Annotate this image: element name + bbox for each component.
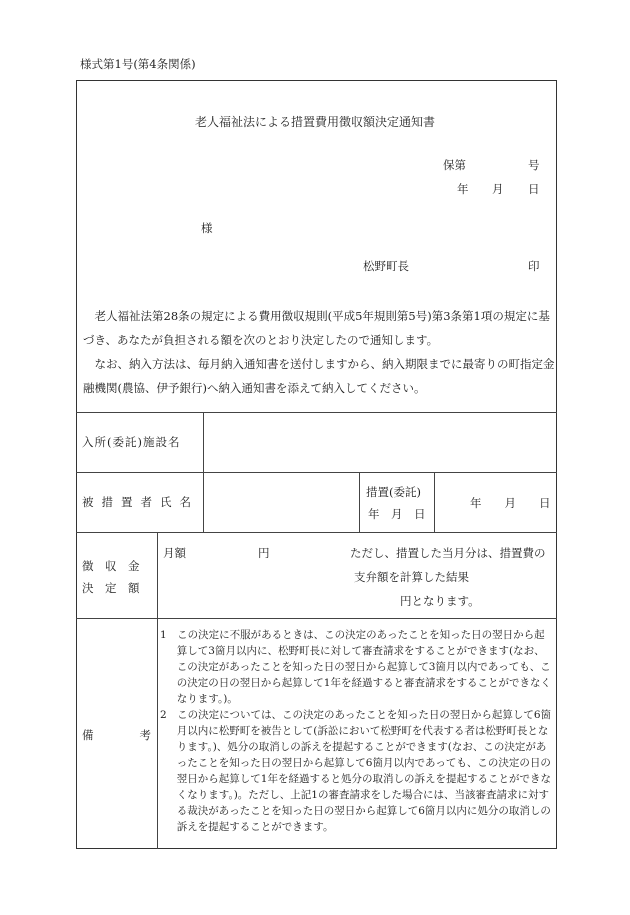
divider-amount: [76, 618, 557, 619]
amount-label-2: 決 定 額: [82, 581, 140, 595]
measure-right-divider: [434, 472, 435, 532]
measure-date-label-1: 措置(委託): [366, 485, 421, 499]
remark-item-1: 1 この決定に不服があるときは、この決定のあったことを知った日の翌日から起算して3箇月以内に、松野町長に対して審査請求をすることができます(なお、この決定があったことを知った日の翌日から起算して3箇月以内であっても、この決定の日の翌日から起算して1年を経過すると審査請求をすることができなくなります。)。: [160, 629, 551, 705]
amount-note-3: 円となります。: [400, 594, 480, 608]
divider-person: [76, 532, 557, 533]
monthly-amount-label: 月額: [163, 546, 186, 560]
form-number-label: 様式第1号(第4条関係): [80, 57, 196, 71]
remarks-label: 備 考: [82, 728, 151, 742]
document-title: 老人福祉法による措置費用徴収額決定通知書: [194, 115, 435, 129]
month-label: 月: [492, 182, 504, 196]
yen-unit: 円: [258, 546, 270, 560]
issuer-name: 松野町長: [363, 259, 409, 273]
go-label: 号: [528, 158, 540, 172]
measure-left-divider: [359, 472, 360, 532]
day-label: 日: [528, 182, 540, 196]
label-column-divider-lower: [157, 532, 158, 849]
seal-mark: 印: [528, 259, 540, 273]
remark-item-2: 2 この決定については、この決定のあったことを知った日の翌日から起算して6箇月以内に松野町を被告として(訴訟において松野町を代表する者は松野町長となります。)、処分の取消しの訴えを提起することができます(なお、この決定があったことを知った日の翌日から起算して6箇月以内であっても、この決定の日の翌日から起算して1年を経過すると処分の取消しの訴えを提起することができなくなります。)。ただし、上記1の審査請求をした場合には、当該審査請求に対する裁決があったことを知った日の翌日から起算して6箇月以内に処分の取消しの訴えを提起することができます。: [160, 709, 552, 833]
label-column-divider: [203, 412, 204, 532]
body-paragraph-1: 老人福祉法第28条の規定による費用徴収規則(平成5年規則第5号)第3条第1項の規定に基づき、あなたが負担される額を次のとおり決定したので通知します。: [83, 309, 550, 347]
amount-note-1: ただし、措置した当月分は、措置費の: [350, 546, 546, 560]
divider-top: [76, 412, 557, 413]
measure-date-value: 年 月 日: [470, 496, 551, 510]
body-paragraph-2: なお、納入方法は、毎月納入通知書を送付しますから、納入期限までに最寄りの町指定金融機関(農協、伊予銀行)へ納入通知書を添えて納入してください。: [83, 357, 555, 395]
ho-dai-label: 保第: [443, 158, 466, 172]
year-label: 年: [457, 182, 469, 196]
addressee-honorific: 様: [201, 221, 213, 235]
remarks-content: [160, 627, 554, 835]
amount-note-2: 支弁額を計算した結果: [354, 570, 469, 584]
notice-body: [83, 304, 558, 400]
measure-date-label-2: 年 月 日: [368, 507, 426, 521]
person-name-label: 被措置者氏名: [82, 495, 199, 509]
divider-facility: [76, 472, 557, 473]
facility-label: 入所(委託)施設名: [82, 435, 181, 449]
amount-label-1: 徴 収 金: [82, 559, 140, 573]
